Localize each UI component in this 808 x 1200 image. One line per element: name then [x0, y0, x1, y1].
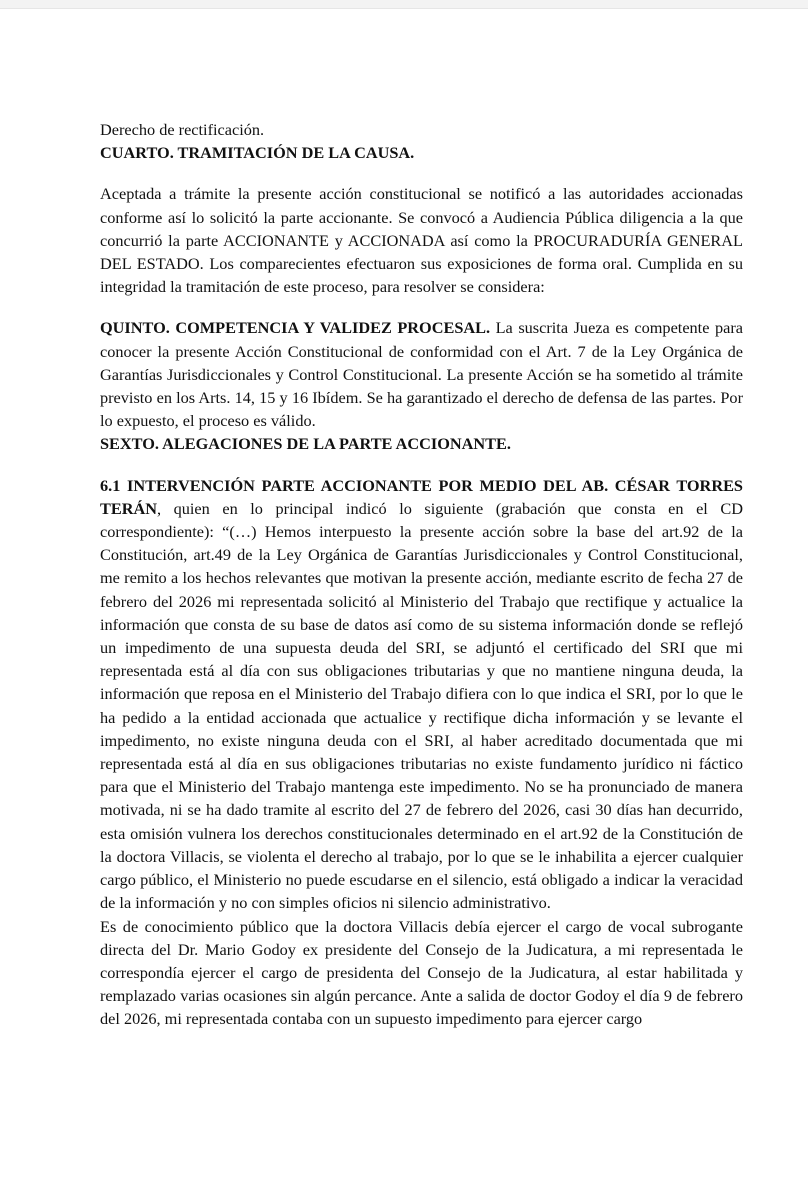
heading-cuarto: CUARTO. TRAMITACIÓN DE LA CAUSA. — [100, 143, 415, 163]
document-page — [100, 118, 743, 1031]
viewer-top-strip — [0, 0, 808, 9]
paragraph-6-1 — [100, 474, 743, 915]
paragraph-6-1-text: , quien en lo principal indicó lo siguiente (grabación que consta en el CD correspondiente): “(…) Hemos interpuesto la presente acción sobre la base del art.92 de la Constitución, art.49 de la Ley Orgánica de Garantías Jurisdiccionales y Control Constitucional, me remito a los hechos relevantes que motivan la presente acción, mediante escrito de fecha 27 de febrero del 2026 mi representada solicitó al Ministerio del Trabajo que rectifique y actualice la información que consta de su base de datos así como de su sistema información donde se reflejó un impedimento de una supuesta deuda del SRI, se adjuntó el certificado del SRI que mi representada está al día con sus obligaciones tributarias y que no mantiene ninguna deuda, la información que reposa en el Ministerio del Trabajo difiera con lo que indica el SRI, por lo que le ha pedido a la entidad accionada que actualice y rectifique dicha información y se levante el impedimento, no existe ninguna deuda con el SRI, al haber acreditado documentada que mi representada está al día en sus obligaciones tributarias no existe fundamento jurídico ni fáctico para que el Ministerio del Trabajo mantenga este impedimento. No se ha pronunciado de manera motivada, ni se ha dado tramite al escrito del 27 de febrero del 2026, casi 30 días han decurrido, esta omisión vulnera los derechos constitucionales determinado en el art.92 de la Constitución de la doctora Villacis, se violenta el derecho al trabajo, por lo que se le inhabilita a ejercer cualquier cargo público, el Ministerio no puede escudarse en el silencio, está obligado a indicar la veracidad de la información y no con simples oficios ni silencio administrativo. — [100, 498, 743, 913]
paragraph-cuarto: Aceptada a trámite la presente acción constitucional se notificó a las autoridades accionadas conforme así lo solicitó la parte accionante. Se convocó a Audiencia Pública diligencia a la que concurrió la parte ACCIONANTE y ACCIONADA así como la PROCURADURÍA GENERAL DEL ESTADO. Los comparecientes efectuaron sus exposiciones de forma oral. Cumplida en su integridad la tramitación de este proceso, para resolver se considera: — [100, 184, 743, 297]
paragraph-rectificacion: Derecho de rectificación. — [100, 120, 265, 139]
paragraph-quinto — [100, 316, 743, 432]
paragraph-quinto-text: La suscrita Jueza es competente para conocer la presente Acción Constitucional de conformidad con el Art. 7 de la Ley Orgánica de Garantías Jurisdiccionales y Control Constitucional. La presente Acción se ha sometido al trámite previsto en los Arts. 14, 15 y 16 Ibídem. Se ha garantizado el derecho de defensa de las partes. Por lo expuesto, el proceso es válido. — [100, 318, 743, 431]
heading-quinto: QUINTO. COMPETENCIA Y VALIDEZ PROCESAL. — [100, 318, 491, 338]
paragraph-conocimiento: Es de conocimiento público que la doctora Villacis debía ejercer el cargo de vocal subrogante directa del Dr. Mario Godoy ex presidente del Consejo de la Judicatura, a mi representada le correspondía ejercer el cargo de presidenta del Consejo de la Judicatura, al estar habilitada y remplazado varias ocasiones sin algún percance. Ante a salida de doctor Godoy el día 9 de febrero del 2026, mi representada contaba con un supuesto impedimento para ejercer cargo — [100, 916, 743, 1029]
heading-sexto: SEXTO. ALEGACIONES DE LA PARTE ACCIONANTE. — [100, 434, 511, 454]
heading-6-1: 6.1 INTERVENCIÓN PARTE ACCIONANTE POR MEDIO DEL AB. CÉSAR TORRES TERÁN — [100, 475, 743, 518]
